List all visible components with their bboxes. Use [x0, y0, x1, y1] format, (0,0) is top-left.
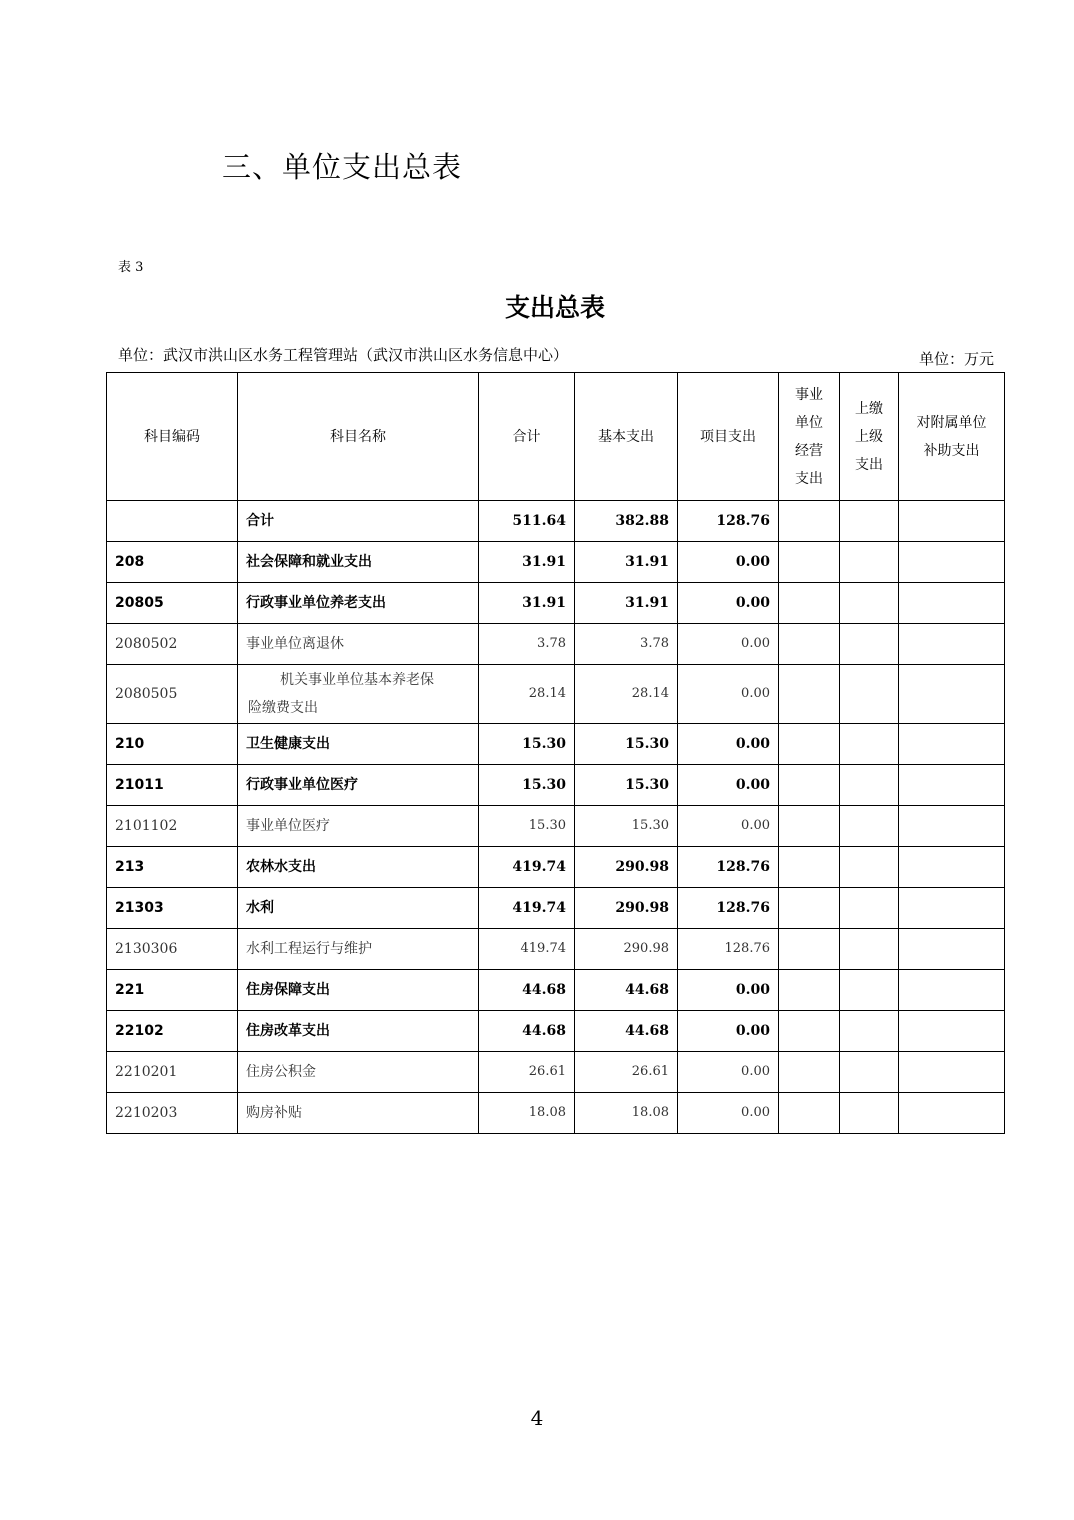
- cell-total: 419.74: [479, 888, 575, 929]
- cell-empty: [779, 665, 840, 724]
- cell-basic: 31.91: [575, 542, 678, 583]
- cell-code: 221: [107, 970, 238, 1011]
- cell-empty: [899, 929, 1005, 970]
- cell-empty: [840, 1011, 899, 1052]
- cell-total: 44.68: [479, 970, 575, 1011]
- page-number: 4: [530, 1406, 544, 1430]
- cell-basic: 44.68: [575, 1011, 678, 1052]
- cell-empty: [840, 847, 899, 888]
- cell-empty: [899, 624, 1005, 665]
- table-row: [107, 724, 1005, 765]
- cell-name: 合计: [238, 501, 479, 542]
- cell-project: 0.00: [678, 542, 779, 583]
- unit-currency: 单位：万元: [918, 350, 994, 368]
- cell-name: 行政事业单位医疗: [238, 765, 479, 806]
- cell-empty: [840, 501, 899, 542]
- cell-project: 0.00: [678, 665, 779, 724]
- cell-name: 住房公积金: [238, 1052, 479, 1093]
- table-row: [107, 583, 1005, 624]
- cell-empty: [899, 1052, 1005, 1093]
- table-row: [107, 665, 1005, 724]
- cell-basic: 26.61: [575, 1052, 678, 1093]
- cell-empty: [899, 970, 1005, 1011]
- cell-code: 213: [107, 847, 238, 888]
- cell-empty: [779, 970, 840, 1011]
- cell-code: 2210203: [107, 1093, 238, 1134]
- cell-name: 事业单位医疗: [238, 806, 479, 847]
- cell-name: 住房保障支出: [238, 970, 479, 1011]
- cell-basic: 31.91: [575, 583, 678, 624]
- cell-project: 0.00: [678, 1052, 779, 1093]
- cell-code: 21303: [107, 888, 238, 929]
- expense-table: [106, 372, 1005, 1134]
- header-row: [107, 373, 1005, 501]
- header-name: 科目名称: [238, 373, 479, 501]
- cell-code: [107, 501, 238, 542]
- cell-basic: 28.14: [575, 665, 678, 724]
- header-basic: 基本支出: [575, 373, 678, 501]
- cell-empty: [899, 665, 1005, 724]
- cell-total: 44.68: [479, 1011, 575, 1052]
- cell-empty: [899, 847, 1005, 888]
- cell-empty: [779, 624, 840, 665]
- cell-code: 21011: [107, 765, 238, 806]
- cell-basic: 290.98: [575, 888, 678, 929]
- cell-name: 事业单位离退休: [238, 624, 479, 665]
- cell-code: 2101102: [107, 806, 238, 847]
- cell-empty: [779, 929, 840, 970]
- cell-empty: [840, 765, 899, 806]
- cell-empty: [779, 888, 840, 929]
- cell-code: 22102: [107, 1011, 238, 1052]
- cell-project: 0.00: [678, 583, 779, 624]
- cell-empty: [840, 624, 899, 665]
- section-title: 三、单位支出总表: [222, 150, 463, 184]
- cell-empty: [899, 765, 1005, 806]
- cell-name: 水利工程运行与维护: [238, 929, 479, 970]
- cell-empty: [779, 583, 840, 624]
- table-row: [107, 1052, 1005, 1093]
- header-code: 科目编码: [107, 373, 238, 501]
- header-subsidy: 对附属单位 补助支出: [899, 373, 1005, 501]
- cell-empty: [779, 1011, 840, 1052]
- cell-basic: 290.98: [575, 929, 678, 970]
- cell-code: 2080505: [107, 665, 238, 724]
- table-row: [107, 501, 1005, 542]
- cell-total: 15.30: [479, 806, 575, 847]
- cell-total: 511.64: [479, 501, 575, 542]
- cell-code: 2210201: [107, 1052, 238, 1093]
- cell-empty: [899, 501, 1005, 542]
- cell-name: 机关事业单位基本养老保 险缴费支出: [238, 665, 479, 724]
- cell-empty: [840, 1052, 899, 1093]
- cell-name: 农林水支出: [238, 847, 479, 888]
- cell-code: 2130306: [107, 929, 238, 970]
- cell-name: 卫生健康支出: [238, 724, 479, 765]
- cell-total: 31.91: [479, 583, 575, 624]
- cell-total: 419.74: [479, 847, 575, 888]
- cell-name: 购房补贴: [238, 1093, 479, 1134]
- cell-empty: [840, 665, 899, 724]
- cell-empty: [899, 542, 1005, 583]
- header-project: 项目支出: [678, 373, 779, 501]
- cell-total: 419.74: [479, 929, 575, 970]
- cell-code: 208: [107, 542, 238, 583]
- header-business: 事业 单位 经营 支出: [779, 373, 840, 501]
- table-row: [107, 765, 1005, 806]
- cell-empty: [840, 1093, 899, 1134]
- table-row: [107, 847, 1005, 888]
- cell-empty: [899, 806, 1005, 847]
- cell-empty: [779, 806, 840, 847]
- cell-total: 26.61: [479, 1052, 575, 1093]
- cell-name: 住房改革支出: [238, 1011, 479, 1052]
- cell-total: 15.30: [479, 724, 575, 765]
- cell-basic: 3.78: [575, 624, 678, 665]
- table-row: [107, 542, 1005, 583]
- cell-project: 0.00: [678, 624, 779, 665]
- table-title: 支出总表: [504, 293, 605, 322]
- cell-empty: [899, 724, 1005, 765]
- table-row: [107, 888, 1005, 929]
- table-row: [107, 1093, 1005, 1134]
- cell-empty: [840, 724, 899, 765]
- cell-empty: [779, 765, 840, 806]
- table-row: [107, 929, 1005, 970]
- cell-code: 20805: [107, 583, 238, 624]
- cell-total: 3.78: [479, 624, 575, 665]
- cell-empty: [779, 1052, 840, 1093]
- cell-code: 210: [107, 724, 238, 765]
- cell-project: 128.76: [678, 888, 779, 929]
- cell-empty: [899, 1093, 1005, 1134]
- cell-basic: 290.98: [575, 847, 678, 888]
- table-row: [107, 970, 1005, 1011]
- cell-empty: [899, 1011, 1005, 1052]
- table-row: [107, 624, 1005, 665]
- cell-code: 2080502: [107, 624, 238, 665]
- header-upper: 上缴 上级 支出: [840, 373, 899, 501]
- cell-empty: [840, 542, 899, 583]
- cell-total: 18.08: [479, 1093, 575, 1134]
- cell-basic: 382.88: [575, 501, 678, 542]
- table-row: [107, 1011, 1005, 1052]
- cell-project: 0.00: [678, 1093, 779, 1134]
- cell-project: 0.00: [678, 970, 779, 1011]
- cell-empty: [779, 1093, 840, 1134]
- cell-project: 0.00: [678, 724, 779, 765]
- cell-empty: [840, 888, 899, 929]
- cell-project: 0.00: [678, 806, 779, 847]
- cell-empty: [899, 583, 1005, 624]
- cell-empty: [840, 970, 899, 1011]
- table-row: [107, 806, 1005, 847]
- cell-basic: 15.30: [575, 806, 678, 847]
- cell-total: 15.30: [479, 765, 575, 806]
- cell-basic: 15.30: [575, 765, 678, 806]
- cell-basic: 15.30: [575, 724, 678, 765]
- cell-project: 128.76: [678, 929, 779, 970]
- cell-empty: [779, 542, 840, 583]
- cell-empty: [840, 929, 899, 970]
- cell-empty: [779, 724, 840, 765]
- cell-empty: [899, 888, 1005, 929]
- cell-name: 水利: [238, 888, 479, 929]
- unit-organization: 单位：武汉市洪山区水务工程管理站（武汉市洪山区水务信息中心）: [118, 346, 569, 364]
- cell-total: 31.91: [479, 542, 575, 583]
- cell-empty: [779, 501, 840, 542]
- cell-total: 28.14: [479, 665, 575, 724]
- cell-empty: [840, 583, 899, 624]
- cell-empty: [779, 847, 840, 888]
- cell-name: 社会保障和就业支出: [238, 542, 479, 583]
- cell-basic: 18.08: [575, 1093, 678, 1134]
- cell-name: 行政事业单位养老支出: [238, 583, 479, 624]
- cell-project: 0.00: [678, 1011, 779, 1052]
- table-number: 表 3: [118, 260, 144, 275]
- cell-project: 128.76: [678, 847, 779, 888]
- cell-project: 0.00: [678, 765, 779, 806]
- header-total: 合计: [479, 373, 575, 501]
- cell-basic: 44.68: [575, 970, 678, 1011]
- cell-project: 128.76: [678, 501, 779, 542]
- cell-empty: [840, 806, 899, 847]
